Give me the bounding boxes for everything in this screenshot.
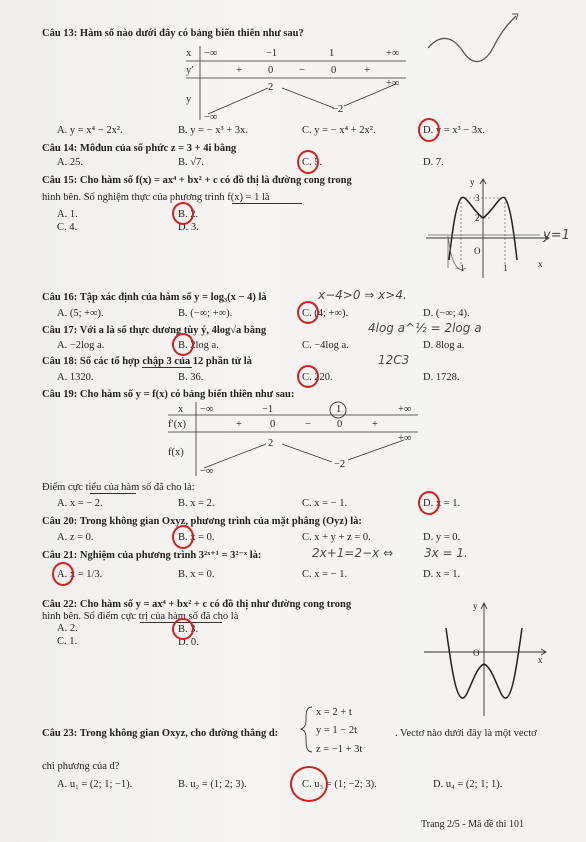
q19-option-d[interactable]: D. x = 1. xyxy=(423,498,461,509)
q23-option-b[interactable]: B. u₂ = (1; 2; 3). xyxy=(178,779,247,790)
q13-option-b[interactable]: B. y = − x³ + 3x. xyxy=(178,125,248,136)
q15-graph-v2: 2 xyxy=(475,213,480,223)
q15-stem-line2: hình bên. Số nghiệm thực của phương trình f(x) = 1 là xyxy=(42,192,270,203)
q19-stem: Câu 19: Cho hàm số y = f(x) có bảng biến thiên như sau: xyxy=(42,389,295,400)
q22-option-c[interactable]: C. 1. xyxy=(57,636,78,647)
q19-x-val: 1 xyxy=(336,404,342,415)
q13-option-a[interactable]: A. y = x⁴ − 2x². xyxy=(57,125,123,136)
q22-graph-y: y xyxy=(473,601,478,611)
q23-system-eq1: x = 2 + t xyxy=(316,707,352,718)
q13-option-c[interactable]: C. y = − x⁴ + 2x². xyxy=(302,125,376,136)
q22-graph-x: x xyxy=(538,655,543,665)
q18-option-c[interactable]: C. 220. xyxy=(302,372,333,383)
q22-stem-line2: hình bên. Số điểm cực trị của hàm số đã cho là xyxy=(42,611,239,622)
q20-stem: Câu 20: Trong không gian Oxyz, phương trình của mặt phẳng (Oyz) là: xyxy=(42,516,362,527)
q13-option-d[interactable]: D. y = x³ − 3x. xyxy=(423,125,485,136)
q22-graph-o: O xyxy=(473,648,480,658)
q19-f-val: 2 xyxy=(268,438,274,449)
q13-x-val: 1 xyxy=(329,48,335,59)
q20-option-c[interactable]: C. x + y + z = 0. xyxy=(302,532,371,543)
q13-x-val: +∞ xyxy=(386,48,400,59)
q16-option-d[interactable]: D. (−∞; 4). xyxy=(423,308,470,319)
q19-x-val: +∞ xyxy=(398,404,412,415)
q19-option-a[interactable]: A. x = − 2. xyxy=(57,498,103,509)
q13-yp-sign: + xyxy=(236,65,242,76)
q18-option-a[interactable]: A. 1320. xyxy=(57,372,94,383)
q23-option-c[interactable]: C. u₃ = (1; −2; 3). xyxy=(302,779,377,790)
q18-option-b[interactable]: B. 36. xyxy=(178,372,204,383)
q15-graph-y: y xyxy=(470,177,475,187)
q19-fp-sign: + xyxy=(372,419,378,430)
q15-option-d[interactable]: D. 3. xyxy=(178,222,199,233)
q13-y-val: 2 xyxy=(268,82,274,93)
q13-x-val: −1 xyxy=(266,48,278,59)
q19-stem2: Điểm cực tiểu của hàm số đã cho là: xyxy=(42,482,195,493)
q15-handwriting: y=1 xyxy=(543,228,570,243)
q19-f-val: −2 xyxy=(334,459,346,470)
q15-graph-p1: 1 xyxy=(503,263,508,273)
q17-stem: Câu 17: Với a là số thực dương tùy ý, 4log√a bằng xyxy=(42,325,267,336)
q14-option-c[interactable]: C. 5. xyxy=(302,157,323,168)
q13-yp-label: y′ xyxy=(186,65,194,76)
q19-f-val: −∞ xyxy=(200,466,214,477)
q19-x-val: −1 xyxy=(262,404,274,415)
q16-option-a[interactable]: A. (5; +∞). xyxy=(57,308,104,319)
q15-option-b[interactable]: B. 2. xyxy=(178,209,199,220)
q15-graph-x: x xyxy=(538,259,543,269)
q16-option-b[interactable]: B. (−∞; +∞). xyxy=(178,308,233,319)
q19-f-label: f(x) xyxy=(168,447,184,458)
q22-option-b[interactable]: B. 3. xyxy=(178,624,199,635)
q13-y-label: y xyxy=(186,94,192,105)
q19-fp-label: f′(x) xyxy=(168,419,187,430)
q13-x-val: −∞ xyxy=(204,48,218,59)
q20-option-b[interactable]: B. x = 0. xyxy=(178,532,215,543)
q19-fp-sign: + xyxy=(236,419,242,430)
q22-option-a[interactable]: A. 2. xyxy=(57,623,78,634)
q17-option-c[interactable]: C. −4log a. xyxy=(302,340,349,351)
q15-graph-o: O xyxy=(474,246,481,256)
q14-option-a[interactable]: A. 25. xyxy=(57,157,83,168)
q18-stem: Câu 18: Số các tổ hợp chập 3 của 12 phần tử là xyxy=(42,356,252,367)
q21-option-c[interactable]: C. x = − 1. xyxy=(302,569,348,580)
q17-option-a[interactable]: A. −2log a. xyxy=(57,340,105,351)
q23-system-eq2: y = 1 − 2t xyxy=(316,725,358,736)
q19-option-b[interactable]: B. x = 2. xyxy=(178,498,215,509)
q21-option-d[interactable]: D. x = 1. xyxy=(423,569,461,580)
q18-option-d[interactable]: D. 1728. xyxy=(423,372,460,383)
q13-yp-sign: 0 xyxy=(268,65,274,76)
q13-yp-sign: − xyxy=(299,65,305,76)
q13-y-val: −∞ xyxy=(204,112,218,123)
q21-option-a[interactable]: A. x = 1/3. xyxy=(57,569,103,580)
page-footer: Trang 2/5 - Mã đề thi 101 xyxy=(421,819,524,830)
q19-x-label: x xyxy=(178,404,184,415)
answer-circle-q23 xyxy=(290,766,328,802)
q19-x-val: −∞ xyxy=(200,404,214,415)
q15-stem-line1: Câu 15: Cho hàm số f(x) = ax⁴ + bx² + c có đồ thị là đường cong trong xyxy=(42,175,352,186)
q16-handwriting: x−4>0 ⇒ x>4. xyxy=(318,288,407,302)
q23-option-a[interactable]: A. u₁ = (2; 1; −1). xyxy=(57,779,133,790)
q14-option-d[interactable]: D. 7. xyxy=(423,157,444,168)
q16-stem: Câu 16: Tập xác định của hàm số y = log₃(x − 4) là xyxy=(42,292,267,303)
q23-option-d[interactable]: D. u₄ = (2; 1; 1). xyxy=(433,779,503,790)
q15-graph-v3: 3 xyxy=(475,193,480,203)
q18-handwriting: 12C3 xyxy=(378,353,410,367)
q16-option-c[interactable]: C. (4; +∞). xyxy=(302,308,349,319)
q19-fp-sign: 0 xyxy=(337,419,343,430)
q23-stem-tail: . Vectơ nào dưới đây là một vectơ xyxy=(395,728,537,739)
q21-handwriting-1: 2x+1=2−x ⇔ xyxy=(312,546,394,560)
q21-stem: Câu 21: Nghiệm của phương trình 3²ˣ⁺¹ = 3²⁻ˣ là: xyxy=(42,550,262,561)
q17-option-d[interactable]: D. 8log a. xyxy=(423,340,465,351)
q13-x-label: x xyxy=(186,48,192,59)
q17-option-b[interactable]: B. 2log a. xyxy=(178,340,219,351)
q14-option-b[interactable]: B. √7. xyxy=(178,157,204,168)
q20-option-a[interactable]: A. z = 0. xyxy=(57,532,94,543)
q19-fp-sign: − xyxy=(305,419,311,430)
q15-option-a[interactable]: A. 1. xyxy=(57,209,78,220)
q23-stem-line2: chỉ phương của d? xyxy=(42,761,120,772)
q22-option-d[interactable]: D. 0. xyxy=(178,637,199,648)
q21-handwriting-2: 3x = 1. xyxy=(424,546,468,560)
q19-f-val: +∞ xyxy=(398,433,412,444)
q15-graph-m1: −1 xyxy=(455,263,465,273)
q21-option-b[interactable]: B. x = 0. xyxy=(178,569,215,580)
q23-stem-line1: Câu 23: Trong không gian Oxyz, cho đường thẳng d: xyxy=(42,728,279,739)
q13-y-val: −2 xyxy=(332,104,344,115)
q20-option-d[interactable]: D. y = 0. xyxy=(423,532,461,543)
q22-stem-line1: Câu 22: Cho hàm số y = ax⁴ + bx² + c có đồ thị như đường cong trong xyxy=(42,599,352,610)
q19-fp-sign: 0 xyxy=(270,419,276,430)
q13-yp-sign: 0 xyxy=(331,65,337,76)
q19-option-c[interactable]: C. x = − 1. xyxy=(302,498,348,509)
q13-yp-sign: + xyxy=(364,65,370,76)
q14-stem: Câu 14: Môđun của số phức z = 3 + 4i bằng xyxy=(42,143,237,154)
q13-y-val: +∞ xyxy=(386,78,400,89)
q15-option-c[interactable]: C. 4. xyxy=(57,222,78,233)
q17-handwriting: 4log a^½ = 2log a xyxy=(368,321,482,335)
q23-system-eq3: z = −1 + 3t xyxy=(316,744,363,755)
q13-stem: Câu 13: Hàm số nào dưới đây có bảng biến thiên như sau? xyxy=(42,28,304,39)
